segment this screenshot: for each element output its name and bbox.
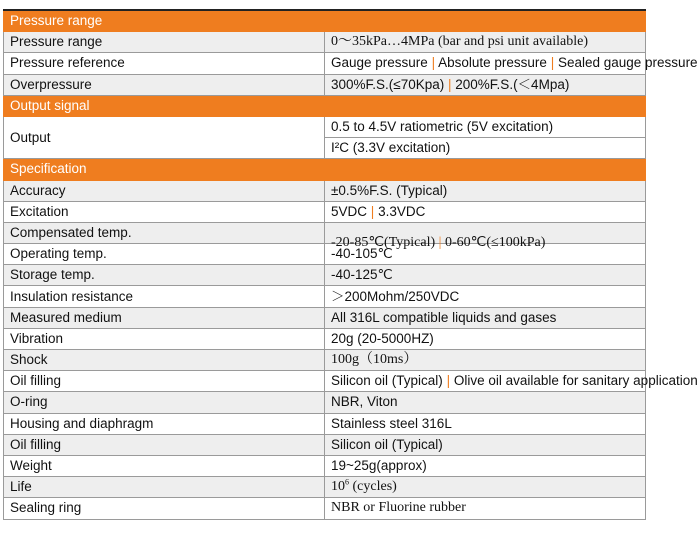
- section-header-specification: [4, 159, 646, 180]
- value-part: (cycles): [352, 479, 397, 495]
- row-value: [325, 371, 698, 392]
- table-row: [4, 392, 646, 413]
- row-label: Shock: [4, 350, 325, 371]
- row-label: Pressure reference: [4, 53, 325, 74]
- row-label: Pressure range: [4, 32, 325, 53]
- separator: |: [446, 373, 451, 389]
- value-part: -20-85℃(Typical): [331, 234, 436, 250]
- row-value: NBR, Viton: [325, 392, 646, 413]
- separator: |: [431, 55, 436, 71]
- table-row: [4, 307, 646, 328]
- row-value: ＞200Mohm/250VDC: [325, 286, 646, 307]
- row-label: Housing and diaphragm: [4, 413, 325, 434]
- spec-table-container: [3, 9, 698, 520]
- section-header-pressure-range: [4, 10, 646, 32]
- table-row: [4, 350, 646, 371]
- value-part: 0-60℃(≤100kPa): [444, 234, 546, 250]
- separator: |: [370, 203, 375, 219]
- value-part: 5VDC: [331, 203, 368, 219]
- table-row: [4, 180, 646, 201]
- table-row: [4, 328, 646, 349]
- row-label: Sealing ring: [4, 498, 325, 519]
- row-value: I²C (3.3V excitation): [325, 138, 646, 159]
- table-row: [4, 116, 646, 137]
- table-row: [4, 286, 646, 307]
- row-label: Accuracy: [4, 180, 325, 201]
- separator: |: [550, 55, 555, 71]
- value-part: 3.3VDC: [378, 203, 426, 219]
- row-value: [325, 222, 646, 250]
- row-value: -40-105℃: [325, 244, 646, 265]
- row-value: [325, 74, 646, 95]
- row-label: Excitation: [4, 201, 325, 222]
- table-row: [4, 201, 646, 222]
- value-part: Sealed gauge pressure: [557, 55, 698, 71]
- table-row: [4, 32, 646, 53]
- row-label: Oil filling: [4, 434, 325, 455]
- exponent: 6: [345, 477, 349, 487]
- table-row: [4, 498, 646, 519]
- row-value: [325, 53, 698, 74]
- clipped-value: [331, 232, 639, 250]
- row-value: [325, 201, 646, 222]
- row-label: Oil filling: [4, 371, 325, 392]
- row-value: [325, 477, 646, 498]
- table-row: [4, 222, 646, 243]
- section-title: Pressure range: [4, 10, 646, 32]
- row-label: O-ring: [4, 392, 325, 413]
- value-part: Olive oil available for sanitary application: [453, 373, 698, 389]
- row-value: 100g（10ms）: [325, 350, 646, 371]
- row-value: Stainless steel 316L: [325, 413, 646, 434]
- row-label: Measured medium: [4, 307, 325, 328]
- separator: |: [448, 76, 452, 92]
- row-label: Compensated temp.: [4, 222, 325, 243]
- value-part: 10: [331, 479, 345, 495]
- table-row: [4, 371, 646, 392]
- value-part: Gauge pressure: [331, 55, 428, 71]
- row-value: Silicon oil (Typical): [325, 434, 646, 455]
- row-label: Insulation resistance: [4, 286, 325, 307]
- row-label: Output: [4, 116, 325, 158]
- table-row: [4, 74, 646, 95]
- row-label: Operating temp.: [4, 244, 325, 265]
- row-value: 0.5 to 4.5V ratiometric (5V excitation): [325, 116, 646, 137]
- section-title: Specification: [4, 159, 646, 180]
- row-value: 19~25g(approx): [325, 455, 646, 476]
- row-value: 0～35kPa…4MPa (bar and psi unit available): [325, 32, 646, 53]
- table-row: [4, 244, 646, 265]
- row-value: NBR or Fluorine rubber: [325, 498, 646, 519]
- row-value: ±0.5%F.S. (Typical): [325, 180, 646, 201]
- row-value: All 316L compatible liquids and gases: [325, 307, 646, 328]
- table-row: [4, 53, 646, 74]
- row-value: -40-125℃: [325, 265, 646, 286]
- separator: |: [438, 234, 442, 250]
- row-label: Weight: [4, 455, 325, 476]
- row-label: Vibration: [4, 328, 325, 349]
- value-part: 200%F.S.(＜4Mpa): [455, 76, 570, 92]
- row-label: Overpressure: [4, 74, 325, 95]
- table-row: [4, 434, 646, 455]
- value-part: Silicon oil (Typical): [331, 373, 443, 389]
- table-row: [4, 477, 646, 498]
- value-part: Absolute pressure: [438, 55, 547, 71]
- section-title: Output signal: [4, 95, 646, 116]
- table-row: [4, 265, 646, 286]
- value-part: 300%F.S.(≤70Kpa): [331, 76, 445, 92]
- spec-table: [3, 9, 698, 520]
- section-header-output-signal: [4, 95, 646, 116]
- table-row: [4, 413, 646, 434]
- row-value: 20g (20-5000HZ): [325, 328, 646, 349]
- row-label: Life: [4, 477, 325, 498]
- row-label: Storage temp.: [4, 265, 325, 286]
- table-row: [4, 455, 646, 476]
